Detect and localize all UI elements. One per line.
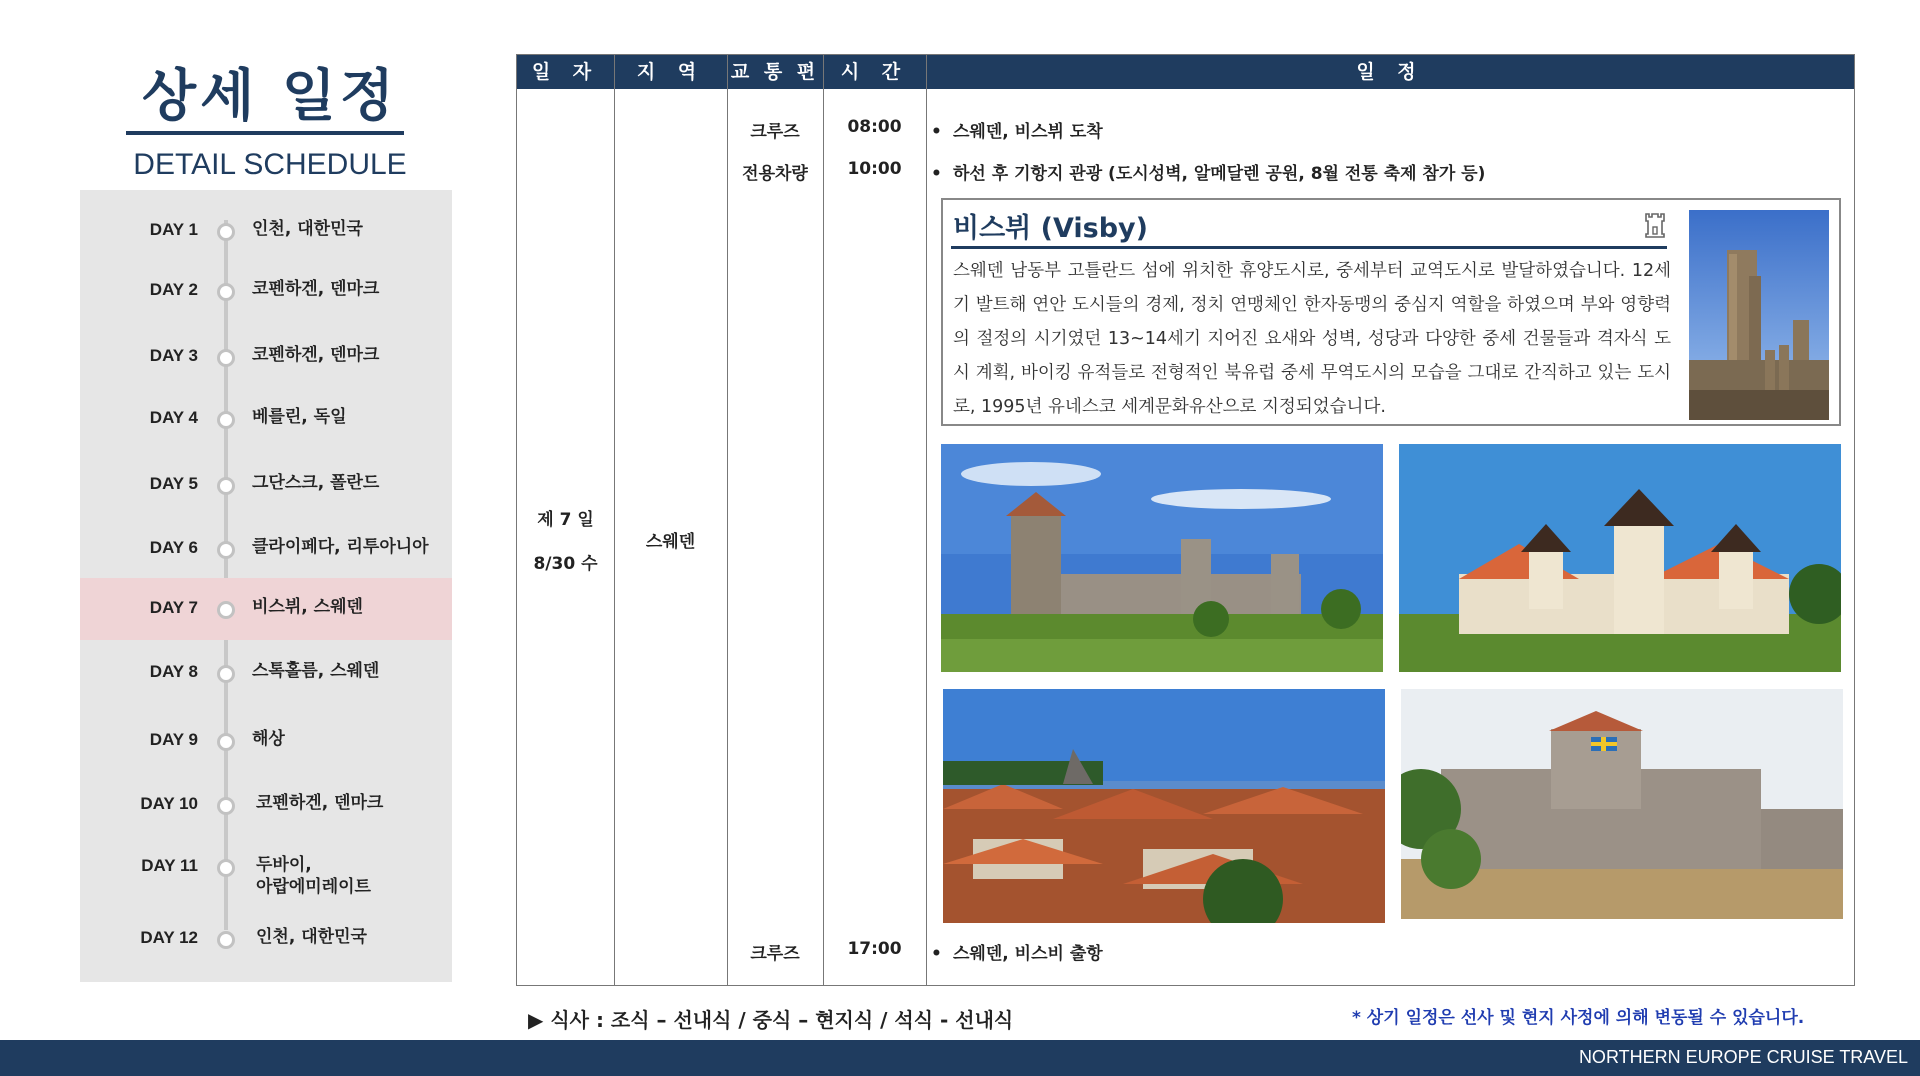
timeline-dot-icon	[217, 477, 235, 495]
column-divider	[727, 55, 728, 985]
title-divider	[126, 131, 404, 135]
timeline-dot-icon	[217, 601, 235, 619]
day-label: DAY 2	[149, 280, 198, 299]
day-label: DAY 11	[141, 856, 198, 875]
column-divider	[926, 55, 927, 985]
day-place: 두바이, 아랍에미레이트	[256, 855, 371, 897]
itinerary-item	[931, 117, 1103, 142]
schedule-notice: * 상기 일정은 선사 및 현지 사정에 의해 변동될 수 있습니다.	[1352, 1008, 1805, 1028]
day-place: 그단스크, 폴란드	[252, 473, 380, 493]
time-cell: 17:00	[847, 939, 902, 959]
day-timeline-sidebar	[80, 190, 452, 982]
time-cell: 08:00	[847, 117, 902, 137]
day-item-3[interactable]	[80, 316, 452, 376]
day-item-1[interactable]	[80, 190, 452, 250]
visby-wall-photo	[941, 444, 1383, 672]
day-item-8[interactable]	[80, 642, 452, 702]
day-place: 해상	[252, 729, 285, 749]
transport-cell: 크루즈	[750, 944, 800, 964]
day-label: DAY 1	[149, 220, 198, 239]
day-place: 비스뷔, 스웨덴	[252, 597, 363, 617]
day-item-9[interactable]	[80, 710, 452, 770]
day-item-11[interactable]	[80, 838, 452, 908]
day-label: DAY 4	[149, 408, 198, 427]
header-region: 지 역	[636, 61, 705, 83]
visby-rooftops-photo	[943, 689, 1385, 923]
day-label: DAY 9	[149, 730, 198, 749]
timeline-dot-icon	[217, 931, 235, 949]
table-header	[517, 55, 1854, 89]
meals-info: ▶ 식사 : 조식 – 선내식 / 중식 – 현지식 / 석식 - 선내식	[528, 1008, 1014, 1032]
timeline-dot-icon	[217, 541, 235, 559]
day-item-10[interactable]	[80, 774, 452, 834]
castle-icon	[1643, 210, 1667, 238]
day-label: DAY 12	[140, 928, 198, 947]
bullet: •	[931, 164, 942, 184]
date-value: 8/30 수	[533, 554, 598, 574]
header-time: 시 간	[840, 61, 909, 83]
day-place: 클라이페다, 리투아니아	[252, 537, 429, 557]
transport-cell: 전용차량	[742, 164, 808, 184]
column-divider	[614, 55, 615, 985]
day-item-2[interactable]	[80, 250, 452, 310]
header-date: 일 자	[531, 61, 600, 83]
visby-title: 비스뷔 (Visby)	[953, 213, 1148, 244]
timeline-dot-icon	[217, 223, 235, 241]
brand-label: NORTHERN EUROPE CRUISE TRAVEL	[1578, 1047, 1908, 1067]
day-item-6[interactable]	[80, 508, 452, 568]
visby-info-box	[941, 198, 1841, 426]
itinerary-text: 하선 후 기항지 관광 (도시성벽, 알메달렌 공원, 8월 전통 축제 참가 등)	[953, 164, 1486, 184]
itinerary-text: 스웨덴, 비스뷔 도착	[953, 122, 1103, 142]
day-label: DAY 5	[149, 474, 198, 493]
day-item-7-active[interactable]	[80, 578, 452, 640]
page-title: 상세 일정	[142, 64, 398, 129]
visby-tower-photo	[1689, 210, 1829, 420]
bullet: •	[931, 944, 942, 964]
page-subtitle: DETAIL SCHEDULE	[133, 148, 407, 181]
visby-description: 스웨덴 남동부 고틀란드 섬에 위치한 휴양도시로, 중세부터 교역도시로 발달하였습니다. 12세기 발트해 연안 도시들의 경제, 정치 연맹체인 한자동맹의 중심지 역할을 하였으며 부와 영향력의 절정의 시기였던 13~14세기 지어진 요새와 성벽, 성당과 다양한 중세 건물들과 격자식 도시 계획, 바이킹 유적들로 전형적인 북유럽 중세 무역도시의 모습을 그대로 간직하고 있는 도시로, 1995년 유네스코 세계문화유산으로 지정되었습니다.	[953, 261, 1671, 417]
header-transport: 교 통 편	[730, 61, 820, 83]
day-label: DAY 3	[149, 346, 198, 365]
visby-fortress-photo	[1401, 689, 1843, 919]
header-itinerary: 일 정	[1356, 61, 1424, 83]
timeline-dot-icon	[217, 283, 235, 301]
timeline-dot-icon	[217, 859, 235, 877]
day-place: 인천, 대한민국	[252, 219, 363, 239]
timeline-dot-icon	[217, 349, 235, 367]
day-place: 베를린, 독일	[252, 407, 347, 427]
day-place: 코펜하겐, 덴마크	[252, 345, 380, 365]
day-label: DAY 10	[140, 794, 198, 813]
timeline-dot-icon	[217, 733, 235, 751]
timeline-dot-icon	[217, 411, 235, 429]
day-item-5[interactable]	[80, 444, 452, 504]
timeline-dot-icon	[217, 797, 235, 815]
itinerary-item	[931, 159, 1485, 184]
bottom-bar	[0, 1040, 1920, 1076]
day-item-12[interactable]	[80, 910, 452, 970]
column-divider	[823, 55, 824, 985]
transport-cell: 크루즈	[750, 122, 800, 142]
day-label: DAY 8	[149, 662, 198, 681]
schedule-table	[516, 54, 1855, 986]
day-place: 코펜하겐, 덴마크	[256, 793, 384, 813]
region-cell: 스웨덴	[645, 532, 696, 552]
day-place: 인천, 대한민국	[256, 927, 367, 947]
visby-title-underline	[951, 246, 1667, 249]
date-day: 제 7 일	[537, 510, 594, 530]
time-cell: 10:00	[847, 159, 902, 179]
visby-church-photo	[1399, 444, 1841, 672]
itinerary-text: 스웨덴, 비스비 출항	[953, 944, 1103, 964]
day-label: DAY 6	[149, 538, 198, 557]
bullet: •	[931, 122, 942, 142]
timeline-dot-icon	[217, 665, 235, 683]
day-place: 코펜하겐, 덴마크	[252, 279, 380, 299]
day-place: 스톡홀름, 스웨덴	[252, 661, 380, 681]
itinerary-item	[931, 939, 1103, 964]
day-label: DAY 7	[149, 598, 198, 617]
day-item-4[interactable]	[80, 378, 452, 438]
